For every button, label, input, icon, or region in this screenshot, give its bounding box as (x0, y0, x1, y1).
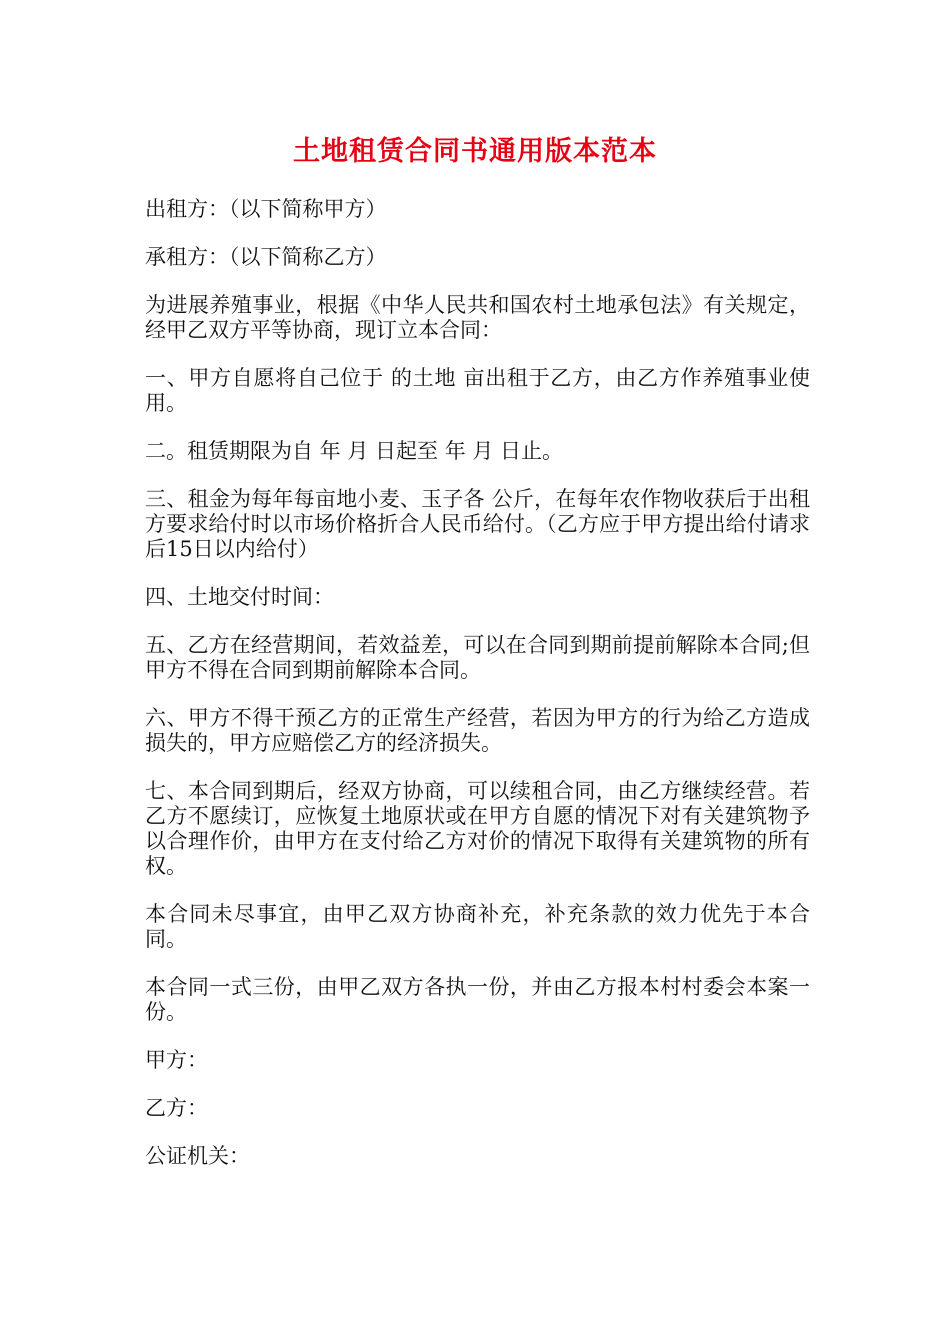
preamble-paragraph: 为进展养殖事业，根据《中华人民共和国农村土地承包法》有关规定，经甲乙双方平等协商，现订立本合同： (145, 293, 810, 342)
clause-6: 六、甲方不得干预乙方的正常生产经营，若因为甲方的行为给乙方造成损失的，甲方应赔偿乙方的经济损失。 (145, 706, 810, 755)
clause-1: 一、甲方自愿将自己位于 的土地 亩出租于乙方，由乙方作养殖事业使用。 (145, 366, 810, 415)
copies-paragraph: 本合同一式三份，由甲乙双方各执一份，并由乙方报本村村委会本案一份。 (145, 975, 810, 1024)
document-body (145, 197, 810, 1192)
clause-3: 三、租金为每年每亩地小麦、玉子各 公斤，在每年农作物收获后于出租方要求给付时以市场价格折合人民币给付。（乙方应于甲方提出给付请求后15日以内给付） (145, 487, 810, 561)
party-b-signature: 乙方： (145, 1096, 208, 1120)
party-a-signature: 甲方： (145, 1048, 208, 1072)
notary-signature: 公证机关： (145, 1144, 250, 1168)
lessor-line: 出租方：（以下简称甲方） (145, 197, 387, 221)
lessee-line: 承租方：（以下简称乙方） (145, 245, 387, 269)
clause-2: 二。租赁期限为自 年 月 日起至 年 月 日止。 (145, 439, 564, 463)
supplement-paragraph: 本合同未尽事宜，由甲乙双方协商补充，补充条款的效力优先于本合同。 (145, 902, 810, 951)
clause-4: 四、土地交付时间： (145, 585, 334, 609)
clause-5: 五、乙方在经营期间，若效益差，可以在合同到期前提前解除本合同;但甲方不得在合同到期前解除本合同。 (145, 633, 810, 682)
clause-7: 七、本合同到期后，经双方协商，可以续租合同，由乙方继续经营。若乙方不愿续订，应恢复土地原状或在甲方自愿的情况下对有关建筑物予以合理作价，由甲方在支付给乙方对价的情况下取得有关建筑物的所有权。 (145, 779, 810, 878)
document-title: 土地租赁合同书通用版本范本 (293, 136, 657, 167)
